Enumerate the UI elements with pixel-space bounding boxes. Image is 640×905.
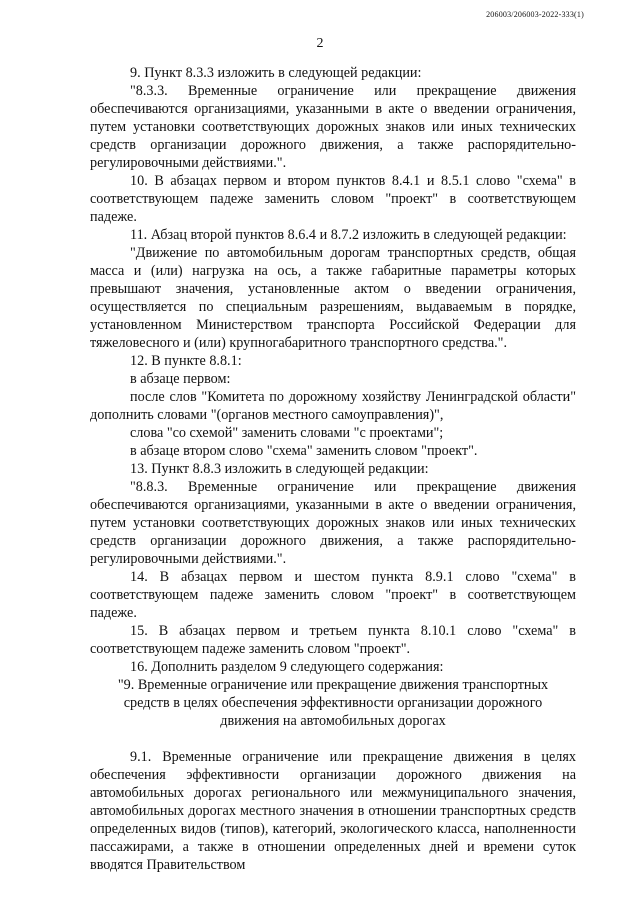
page-number: 2	[316, 36, 324, 51]
document-id: 206003/206003-2022-333(1)	[486, 10, 584, 19]
section-heading: "9. Временные ограничение или прекращение движения транспортных средств в целях обеспечения эффективности организации дорожного движения на автомобильных дорогах	[117, 677, 549, 729]
paragraph-9-1: 9.1. Временные ограничение или прекращение движения в целях обеспечения эффективности организации дорожного движения на автомобильных дорогах регионального или межмуниципального значения, автомобильных дорогах местного значения в отношении транспортных средств определенных видов (типов), категорий, экологического класса, наполненности пассажирами, а также в отношении определенных дней и времени суток вводятся Правительством	[90, 749, 576, 873]
paragraph-item-12: 12. В пункте 8.8.1:	[130, 353, 242, 369]
document-body	[90, 64, 576, 874]
paragraph-item-13: 13. Пункт 8.8.3 изложить в следующей редакции:	[130, 461, 429, 477]
paragraph-item-10: 10. В абзацах первом и втором пунктов 8.4.1 и 8.5.1 слово "схема" в соответствующем падеже заменить словом "проект" в соответствующем падеже.	[90, 173, 576, 225]
paragraph-item-11: 11. Абзац второй пунктов 8.6.4 и 8.7.2 изложить в следующей редакции:	[130, 227, 567, 243]
paragraph-after-words: после слов "Комитета по дорожному хозяйству Ленинградской области" дополнить словами "(органов местного самоуправления)",	[90, 389, 576, 423]
paragraph-item-14: 14. В абзацах первом и шестом пункта 8.9.1 слово "схема" в соответствующем падеже заменить словом "проект" в соответствующем падеже.	[90, 569, 576, 621]
quoted-text-movement: "Движение по автомобильным дорогам транспортных средств, общая масса и (или) нагрузка на ось, а также габаритные параметры которых превышают значения, установленные актом о введении ограничения, осуществляется по специальным разрешениям, выдаваемым в порядке, установленном Министерством транспорта Российской Федерации для тяжеловесного и (или) крупногабаритного транспортного средства.".	[90, 245, 576, 351]
quoted-text-8-8-3: "8.8.3. Временные ограничение или прекращение движения обеспечиваются организациями, указанными в акте о введении ограничения, путем установки соответствующих дорожных знаков или иных технических средств организации дорожного движения, а также распорядительно-регулировочными действиями.".	[90, 479, 576, 567]
quoted-text-8-3-3: "8.3.3. Временные ограничение или прекращение движения обеспечиваются организациями, указанными в акте о введении ограничения, путем установки соответствующих дорожных знаков или иных технических средств организации дорожного движения, а также распорядительно-регулировочными действиями.".	[90, 83, 576, 171]
section-spacer	[90, 730, 576, 748]
paragraph-second-abzac: в абзаце втором слово "схема" заменить словом "проект".	[130, 443, 478, 459]
paragraph-item-9: 9. Пункт 8.3.3 изложить в следующей редакции:	[130, 65, 422, 81]
paragraph-words-replace: слова "со схемой" заменить словами "с проектами";	[130, 425, 444, 441]
paragraph-item-15: 15. В абзацах первом и третьем пункта 8.10.1 слово "схема" в соответствующем падеже заменить словом "проект".	[90, 623, 576, 657]
paragraph-item-16: 16. Дополнить разделом 9 следующего содержания:	[130, 659, 444, 675]
paragraph-first-abzac: в абзаце первом:	[130, 371, 231, 387]
